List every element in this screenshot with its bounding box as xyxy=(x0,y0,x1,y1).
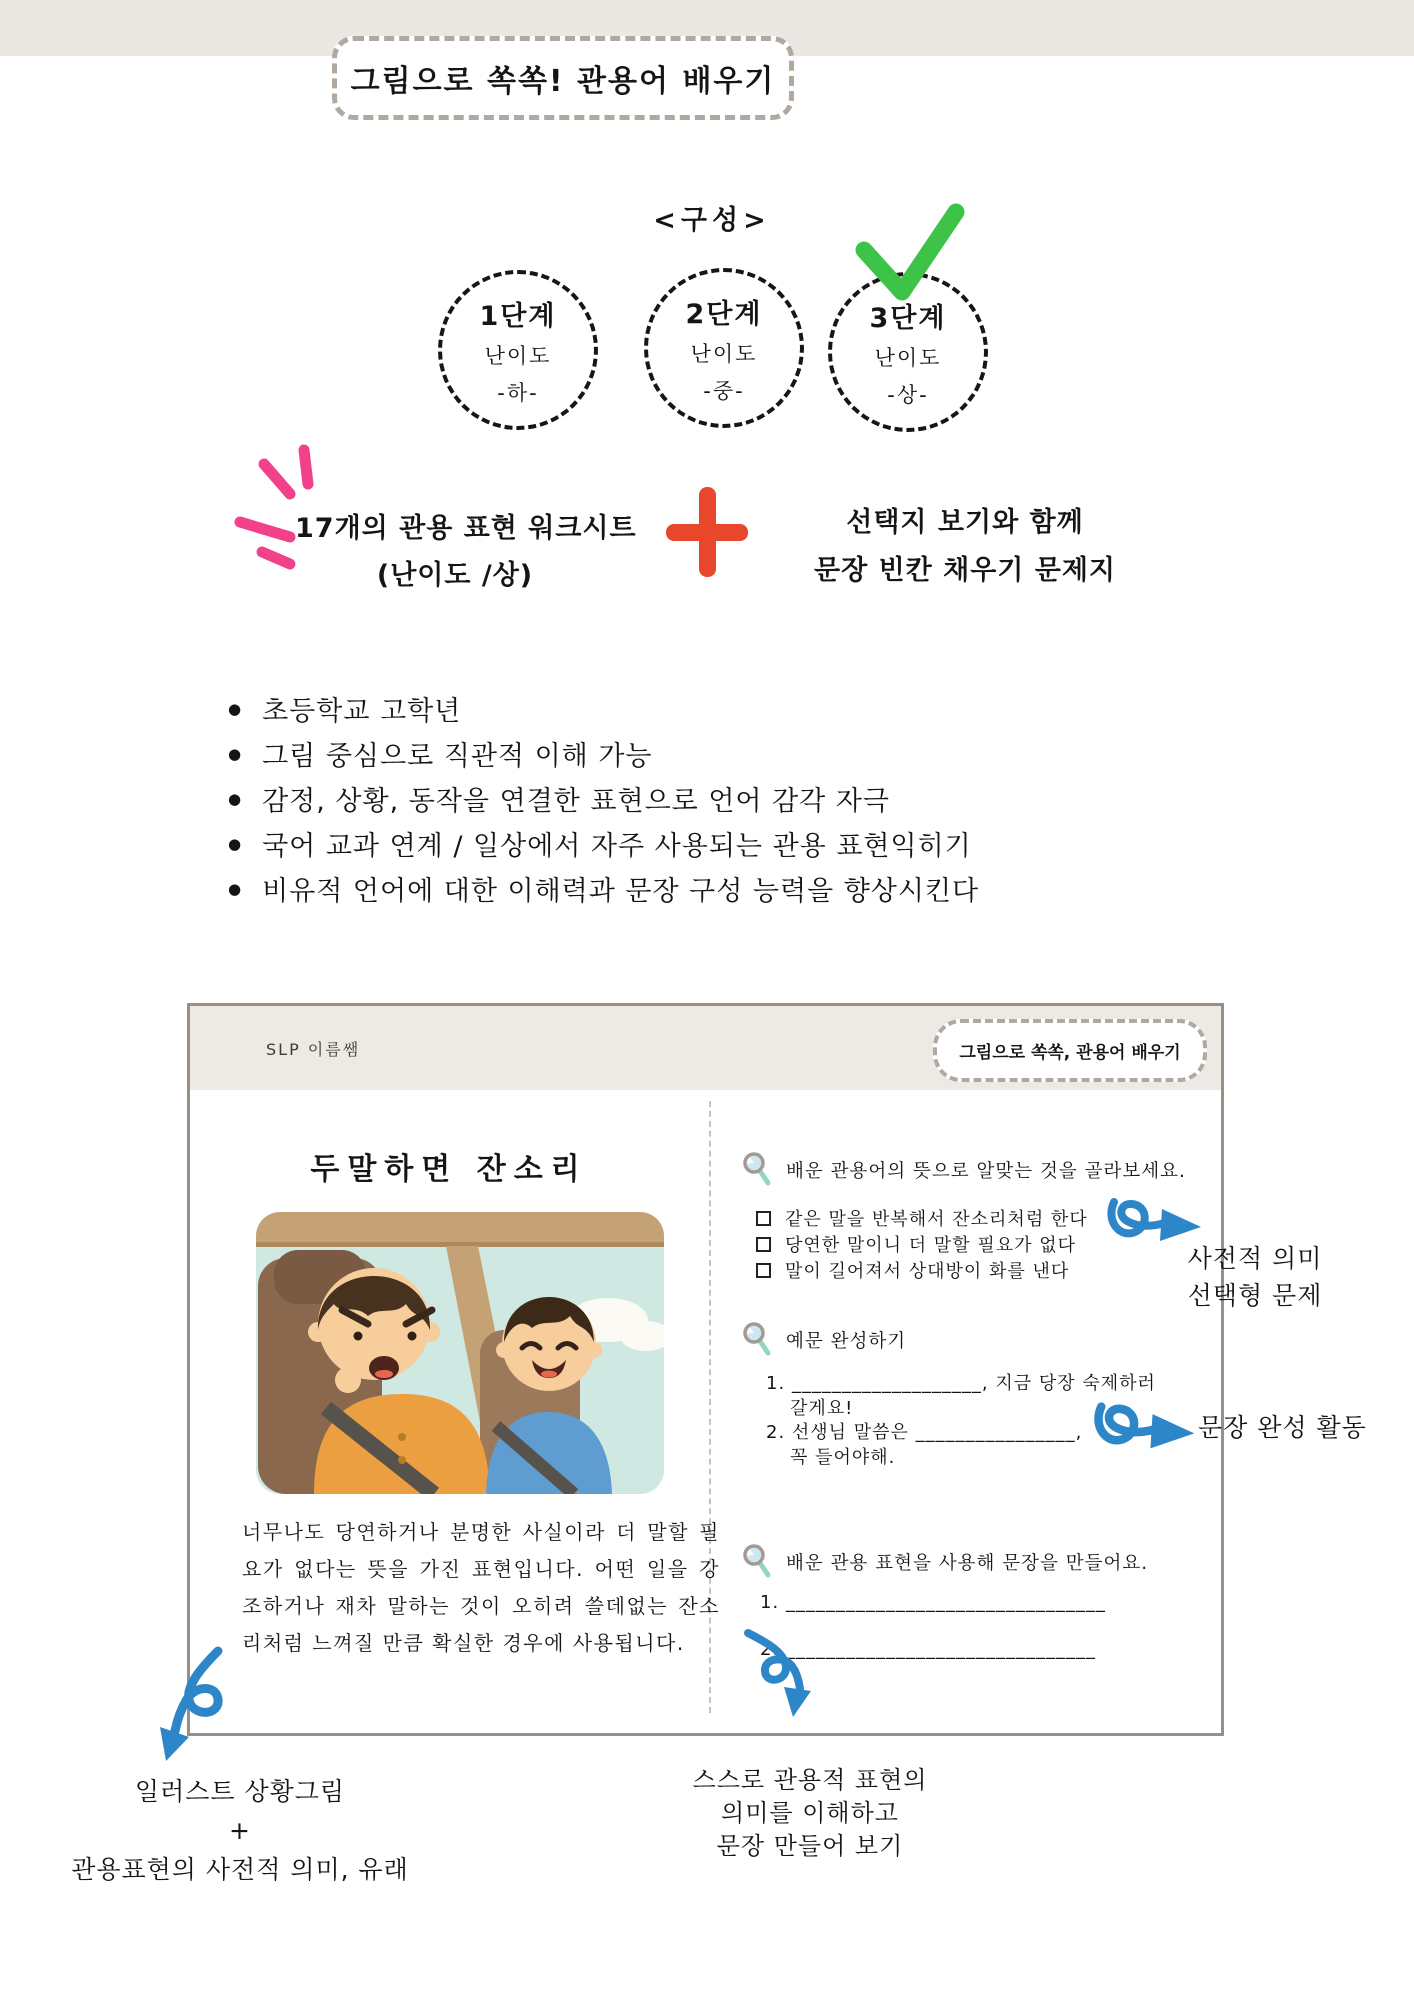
feature-item xyxy=(228,731,979,776)
magnifier-icon xyxy=(742,1322,772,1358)
annotation-sentence-completion: 문장 완성 활동 xyxy=(1198,1413,1367,1442)
level-grade: -중- xyxy=(703,378,745,403)
q3-prompt: 배운 관용 표현을 사용해 문장을 만들어요. xyxy=(786,1553,1149,1574)
annotation-line: + xyxy=(229,1816,251,1845)
annotation-illustration-note xyxy=(60,1772,420,1889)
curly-arrow-down-icon xyxy=(740,1625,812,1723)
level-stage: 1단계 xyxy=(479,300,557,332)
q1-option-text: 같은 말을 반복해서 잔소리처럼 한다 xyxy=(785,1209,1088,1230)
bullet-icon: ● xyxy=(228,834,243,853)
feature-list xyxy=(228,686,979,911)
q2-header xyxy=(742,1322,906,1358)
curly-arrow-down-left-icon xyxy=(156,1645,241,1765)
feature-text: 국어 교과 연계 / 일상에서 자주 사용되는 관용 표현익히기 xyxy=(262,831,972,862)
worksheet-preview xyxy=(187,1003,1224,1736)
annotation-self-writing-note xyxy=(660,1764,960,1863)
feature-item xyxy=(228,776,979,821)
level-stage: 3단계 xyxy=(869,302,947,334)
plus-icon xyxy=(666,486,748,578)
feature-text: 초등학교 고학년 xyxy=(262,696,462,727)
q1-option-text: 말이 길어져서 상대방이 화를 낸다 xyxy=(785,1261,1070,1282)
magnifier-icon xyxy=(742,1152,772,1188)
checkbox-icon xyxy=(756,1237,771,1252)
annotation-line: 스스로 관용적 표현의 xyxy=(692,1766,928,1794)
level-circle-2 xyxy=(644,268,804,428)
brand-label: SLP 이름쌤 xyxy=(266,1039,361,1059)
q3-header xyxy=(742,1544,1148,1580)
offer-left-line2: (난이도 /상) xyxy=(376,560,534,591)
idiom-definition: 너무나도 당연하거나 분명한 사실이라 더 말할 필요가 없다는 뜻을 가진 표현입니다. 어떤 일을 강조하거나 재차 말하는 것이 오히려 쓸데없는 잔소리처럼 느껴질 만큼 확실한 경우에 사용됩니다. xyxy=(242,1520,720,1655)
bullet-icon: ● xyxy=(228,879,243,898)
q2-item1-line2: 갈게요! xyxy=(790,1397,854,1419)
offer-right-line2: 문장 빈칸 채우기 문제지 xyxy=(813,555,1117,586)
q2-item1-line1: 1. ___________________, 지금 당장 숙제하러 xyxy=(766,1373,1156,1394)
annotation-line: 선택형 문제 xyxy=(1187,1281,1323,1310)
q3-blank-2: 2. _______________________________ xyxy=(760,1639,1096,1660)
feature-item xyxy=(228,821,979,866)
magnifier-icon xyxy=(742,1544,772,1580)
annotation-line: 관용표현의 사전적 의미, 유래 xyxy=(71,1855,409,1884)
feature-text: 감정, 상황, 동작을 연결한 표현으로 언어 감각 자극 xyxy=(262,786,890,817)
feature-text: 비유적 언어에 대한 이해력과 문장 구성 능력을 향상시킨다 xyxy=(262,876,980,907)
section-heading: <구성> xyxy=(653,205,771,236)
bullet-icon: ● xyxy=(228,699,243,718)
page-title-text: 그림으로 쏙쏙! 관용어 배우기 xyxy=(350,64,776,99)
annotation-line: 의미를 이해하고 xyxy=(721,1799,899,1827)
level-stage: 2단계 xyxy=(685,298,763,330)
q1-option-text: 당연한 말이니 더 말할 필요가 없다 xyxy=(785,1235,1077,1256)
curly-arrow-right-icon xyxy=(1088,1396,1200,1458)
bullet-icon: ● xyxy=(228,789,243,808)
page-title xyxy=(332,36,794,120)
q1-option xyxy=(756,1231,1088,1257)
feature-item xyxy=(228,686,979,731)
q1-options xyxy=(756,1205,1088,1283)
offer-right-line1: 선택지 보기와 함께 xyxy=(846,507,1084,538)
feature-text: 그림 중심으로 직관적 이해 가능 xyxy=(262,741,653,772)
worksheet-badge xyxy=(933,1019,1207,1082)
green-check-icon xyxy=(850,198,968,302)
annotation-line: 사전적 의미 xyxy=(1187,1244,1323,1273)
q2-item2-line1: 2. 선생님 말씀은 ________________, xyxy=(766,1422,1083,1443)
bullet-icon: ● xyxy=(228,744,243,763)
q1-prompt: 배운 관용어의 뜻으로 알맞는 것을 골라보세요. xyxy=(786,1161,1186,1182)
level-grade: -하- xyxy=(497,380,539,405)
worksheet-illustration xyxy=(256,1212,664,1494)
car-scene-illustration xyxy=(256,1212,664,1494)
q1-option xyxy=(756,1205,1088,1231)
annotation-line: 문장 만들어 보기 xyxy=(716,1832,904,1860)
checkbox-icon xyxy=(756,1211,771,1226)
idiom-title: 두말하면 잔소리 xyxy=(310,1152,588,1187)
level-grade: -상- xyxy=(887,382,929,407)
q2-prompt: 예문 완성하기 xyxy=(786,1331,907,1352)
feature-item xyxy=(228,866,979,911)
q2-item2-line2: 꼭 들어야해. xyxy=(790,1446,896,1468)
level-circle-1 xyxy=(438,270,598,430)
q1-header xyxy=(742,1152,1186,1188)
worksheet-badge-text: 그림으로 쏙쏙, 관용어 배우기 xyxy=(959,1043,1181,1063)
checkbox-icon xyxy=(756,1263,771,1278)
annotation-dictionary-meaning xyxy=(1155,1240,1355,1314)
level-label: 난이도 xyxy=(690,341,758,366)
q1-option xyxy=(756,1257,1088,1283)
offer-left-line1: 17개의 관용 표현 워크시트 xyxy=(295,513,637,544)
level-label: 난이도 xyxy=(484,343,552,368)
annotation-line: 일러스트 상황그림 xyxy=(134,1777,346,1806)
q3-blank-1: 1. ________________________________ xyxy=(760,1592,1106,1613)
level-label: 난이도 xyxy=(874,345,942,370)
